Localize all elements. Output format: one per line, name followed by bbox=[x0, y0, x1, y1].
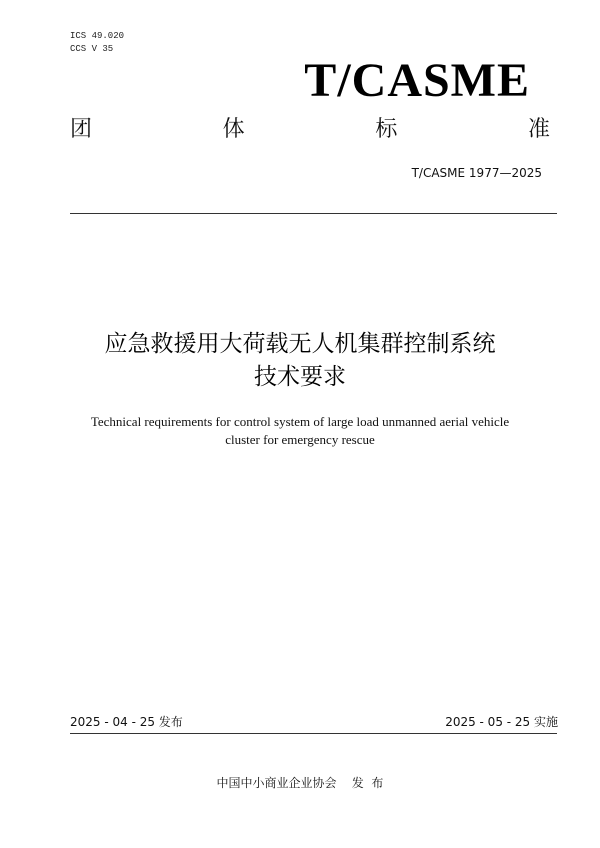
title-chinese-line-1: 应急救援用大荷载无人机集群控制系统 bbox=[104, 331, 496, 357]
type-char-3: 标 bbox=[375, 117, 398, 142]
title-english-line-2: cluster for emergency rescue bbox=[225, 432, 375, 447]
type-char-2: 体 bbox=[222, 117, 245, 142]
standard-brand: T/CASME bbox=[304, 54, 530, 107]
publisher: 中国中小商业企业协会 发 布 bbox=[216, 776, 384, 790]
publish-date: 2025 - 04 - 25 发布 bbox=[70, 715, 183, 729]
title-english bbox=[0, 413, 600, 449]
footer-divider bbox=[70, 733, 557, 734]
implement-date: 2025 - 05 - 25 实施 bbox=[445, 715, 558, 729]
title-chinese-line-2: 技术要求 bbox=[254, 364, 346, 390]
header-divider bbox=[70, 213, 557, 214]
ccs-code: CCS V 35 bbox=[70, 44, 114, 54]
type-char-4: 准 bbox=[527, 117, 550, 142]
standard-number: T/CASME 1977—2025 bbox=[411, 166, 542, 180]
type-char-1: 团 bbox=[70, 117, 93, 142]
title-chinese bbox=[0, 328, 600, 394]
ics-code: ICS 49.020 bbox=[70, 31, 125, 41]
standard-type bbox=[70, 116, 550, 144]
classification-codes bbox=[70, 30, 124, 56]
title-english-line-1: Technical requirements for control system of large load unmanned aerial vehicle bbox=[90, 414, 510, 429]
